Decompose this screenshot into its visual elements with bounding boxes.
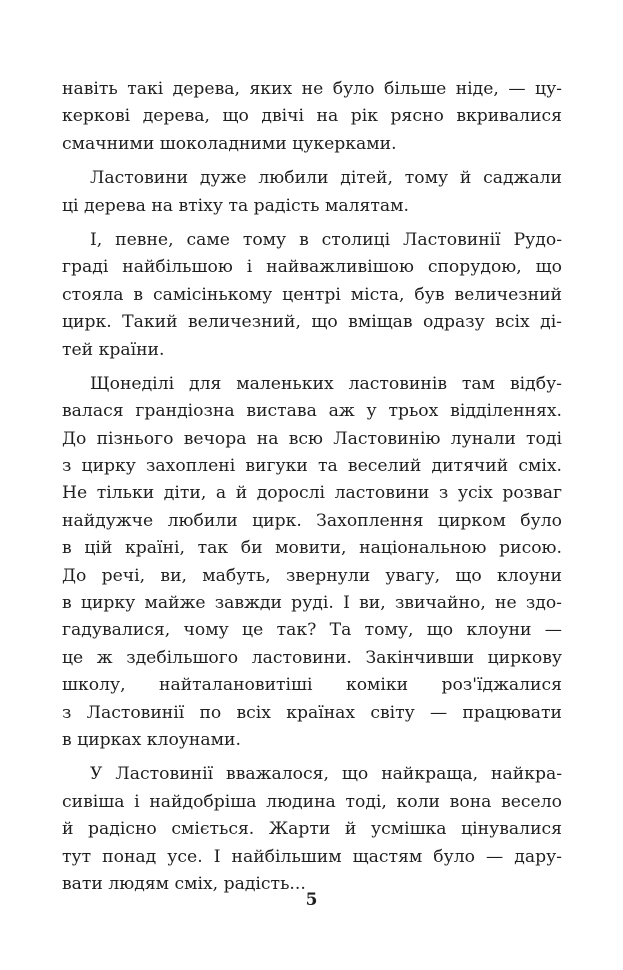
- text-line: з цирку захоплені вигуки та веселий дитячий сміх.: [62, 456, 562, 477]
- text-line: найдужче любили цирк. Захоплення цирком було: [62, 510, 562, 531]
- text-line: в цирках клоунами.: [62, 729, 241, 750]
- text-line: ці дерева на втіху та радість малятам.: [62, 195, 409, 216]
- text-line: це ж здебільшого ластовини. Закінчивши циркову: [62, 647, 562, 668]
- text-line: Ластовини дуже любили дітей, тому й саджали: [90, 168, 562, 189]
- text-line: І, певне, саме тому в столиці Ластовинії Рудо-: [90, 229, 562, 250]
- text-line: вати людям сміх, радість...: [62, 873, 306, 894]
- text-line: граді найбільшою і найважливішою спорудою, що: [62, 257, 562, 278]
- text-line: сивіша і найдобріша людина тоді, коли вона весело: [62, 791, 562, 812]
- text-line: з Ластовинії по всіх країнах світу — працювати: [62, 702, 562, 723]
- body-text: [62, 76, 562, 898]
- text-line: смачними шоколадними цукерками.: [62, 133, 397, 154]
- text-line: тей країни.: [62, 339, 165, 360]
- text-line: школу, найталановитіші коміки роз'їджалися: [62, 675, 562, 696]
- text-line: навіть такі дерева, яких не було більше ніде, — цу-: [62, 79, 562, 99]
- text-line: Не тільки діти, а й дорослі ластовини з усіх розваг: [62, 483, 562, 504]
- text-line: керкові дерева, що двічі на рік рясно вкривалися: [62, 106, 562, 127]
- text-line: До пізнього вечора на всю Ластовинію лунали тоді: [62, 428, 562, 449]
- text-line: стояла в самісінькому центрі міста, був величезний: [62, 284, 562, 305]
- text-line: в цій країні, так би мовити, національною рисою.: [62, 538, 562, 559]
- text-line: До речі, ви, мабуть, звернули увагу, що клоуни: [62, 565, 562, 586]
- text-line: й радісно сміється. Жарти й усмішка цінувалися: [62, 819, 562, 840]
- page-number: 5: [305, 890, 318, 910]
- text-line: цирк. Такий величезний, що вміщав одразу всіх ді-: [62, 312, 562, 333]
- text-line: У Ластовинії вважалося, що найкраща, найкра-: [90, 764, 562, 785]
- text-line: Щонеділі для маленьких ластовинів там відбу-: [90, 373, 562, 394]
- text-line: в цирку майже завжди руді. І ви, звичайно, не здо-: [62, 593, 562, 614]
- text-line: тут понад усе. І найбільшим щастям було — дару-: [62, 846, 562, 867]
- text-line: валася грандіозна вистава аж у трьох відділеннях.: [62, 401, 562, 422]
- text-line: гадувалися, чому це так? Та тому, що клоуни —: [62, 620, 562, 641]
